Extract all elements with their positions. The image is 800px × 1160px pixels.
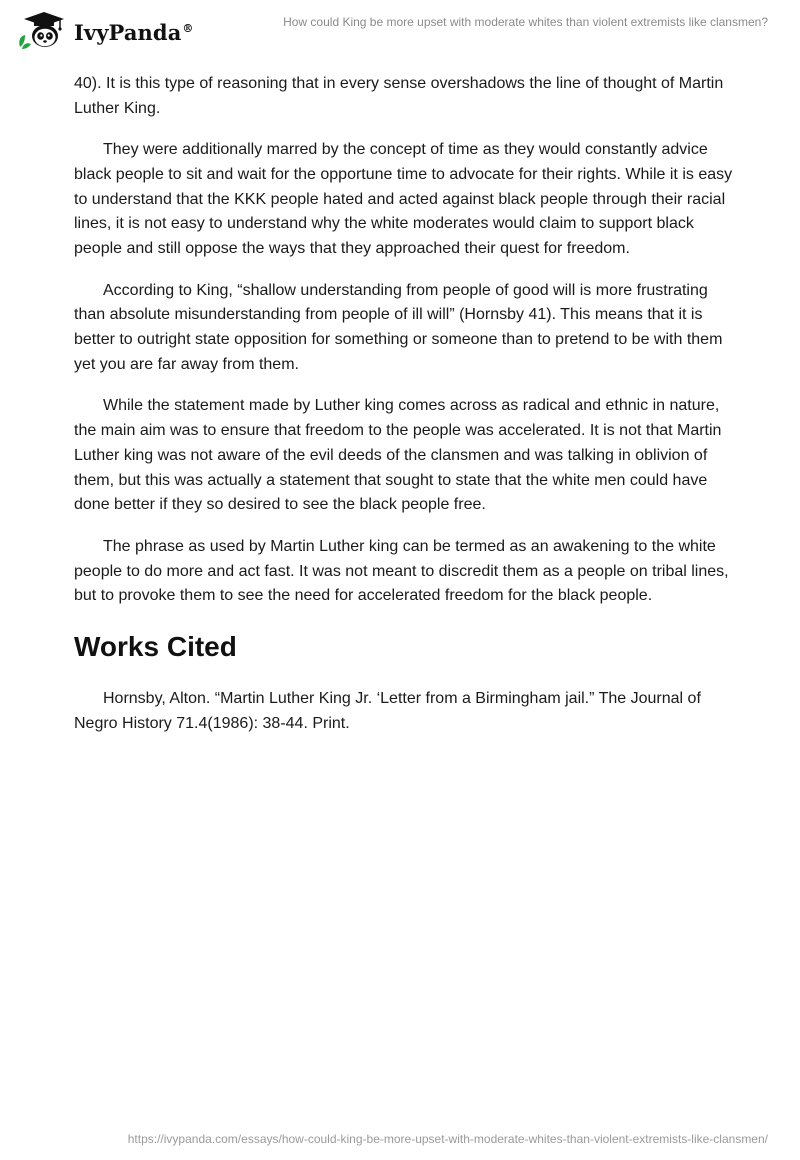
ivypanda-logo-icon <box>16 9 68 51</box>
registered-mark: ® <box>182 21 194 35</box>
ivypanda-logo[interactable] <box>16 9 194 51</box>
brand-name-label: IvyPanda <box>74 19 182 45</box>
paragraph: The phrase as used by Martin Luther king can be termed as an awakening to the white people to do more and act fast. It was not meant to discredit them as a people on tribal lines, but to provoke them to see the need for accelerated freedom for the black people. <box>74 537 729 605</box>
paragraph: They were additionally marred by the concept of time as they would constantly advice black people to sit and wait for the opportune time to advocate for their rights. While it is easy to understand that the KKK people hated and acted against black people through their racial lines, it is not easy to understand why the white moderates would claim to support black people and still oppose the ways that they approached their quest for freedom. <box>74 141 733 258</box>
citation-entry: Hornsby, Alton. “Martin Luther King Jr. ‘Letter from a Birmingham jail.” The Journal of Negro History 71.4(1986): 38-44. Print. <box>74 690 701 732</box>
works-cited-heading: Works Cited <box>74 631 237 663</box>
paragraph: While the statement made by Luther king comes across as radical and ethnic in nature, the main aim was to ensure that freedom to the people was accelerated. It is not that Martin Luther king was not aware of the evil deeds of the clansmen and was talking in oblivion of them, but this was actually a statement that sought to state that the white men could have done better if they so desired to see the black people free. <box>74 397 722 514</box>
brand-name <box>74 20 194 45</box>
paragraph: According to King, “shallow understanding from people of good will is more frustrating than absolute misunderstanding from people of ill will” (Hornsby 41). This means that it is better to outright state opposition for something or someone than to pretend to be with them yet you are far away from them. <box>74 281 723 373</box>
document-title: How could King be more upset with moderate whites than violent extremists like clansmen? <box>283 15 768 29</box>
source-url[interactable]: https://ivypanda.com/essays/how-could-king-be-more-upset-with-moderate-whites-than-violent-extremists-like-clansmen/ <box>127 1132 768 1146</box>
essay-content <box>74 72 734 753</box>
page-header <box>0 0 800 60</box>
paragraph: 40). It is this type of reasoning that in every sense overshadows the line of thought of Martin Luther King. <box>74 75 724 117</box>
